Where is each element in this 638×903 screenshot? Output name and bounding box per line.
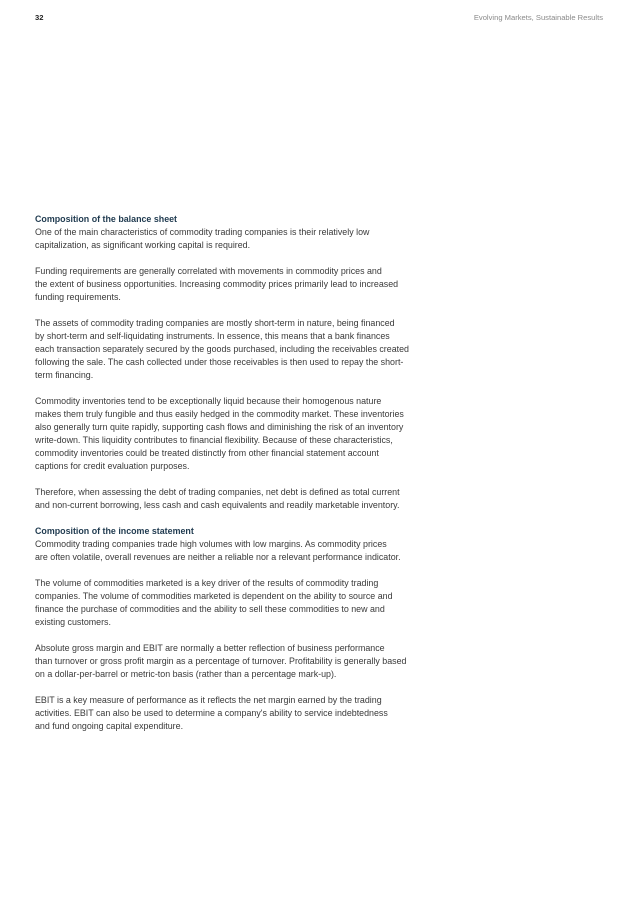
page-number: 32	[35, 13, 44, 22]
paragraph: Absolute gross margin and EBIT are normally a better reflection of business performance than turnover or gross profit margin as a percentage of turnover. Profitability is generally based on a dollar-per-barrel or metric-ton basis (rather than a percentage mark-up).	[35, 643, 407, 679]
paragraph: Funding requirements are generally correlated with movements in commodity prices and the extent of business opportunities. Increasing commodity prices primarily lead to increased funding requirements.	[35, 266, 399, 302]
page-header	[35, 11, 603, 25]
section-heading: Composition of the income statement	[35, 526, 194, 536]
section-balance-sheet	[35, 213, 465, 512]
running-title: Evolving Markets, Sustainable Results	[473, 13, 603, 22]
section-income-statement	[35, 525, 465, 733]
main-content	[35, 213, 465, 746]
paragraph: Commodity trading companies trade high volumes with low margins. As commodity prices are often volatile, overall revenues are neither a reliable nor a relevant performance indicator.	[35, 539, 401, 562]
paragraph: One of the main characteristics of commodity trading companies is their relatively low capitalization, as significant working capital is required.	[35, 227, 370, 250]
paragraph: The assets of commodity trading companies are mostly short-term in nature, being financed by short-term and self-liquidating instruments. In essence, this means that a bank finances each transaction separately secured by the goods purchased, including the receivables created following the sale. The cash collected under those receivables is then used to repay the short- term financing.	[35, 318, 409, 380]
paragraph: The volume of commodities marketed is a key driver of the results of commodity trading companies. The volume of commodities marketed is dependent on the ability to source and finance the purchase of commodities and the ability to sell these commodities to new and existing customers.	[35, 578, 393, 627]
paragraph: Therefore, when assessing the debt of trading companies, net debt is defined as total current and non-current borrowing, less cash and cash equivalents and readily marketable inventory.	[35, 487, 400, 510]
paragraph: Commodity inventories tend to be exceptionally liquid because their homogenous nature makes them truly fungible and thus easily hedged in the commodity market. These inventories also generally turn quite rapidly, supporting cash flows and diminishing the risk of an inventory write-down. This liquidity contributes to financial flexibility. Because of these characteristics, commodity inventories could be treated distinctly from other financial statement account captions for credit evaluation purposes.	[35, 396, 404, 471]
section-heading: Composition of the balance sheet	[35, 214, 178, 224]
paragraph: EBIT is a key measure of performance as it reflects the net margin earned by the trading activities. EBIT can also be used to determine a company's ability to service indebtedness and fund ongoing capital expenditure.	[35, 695, 388, 731]
